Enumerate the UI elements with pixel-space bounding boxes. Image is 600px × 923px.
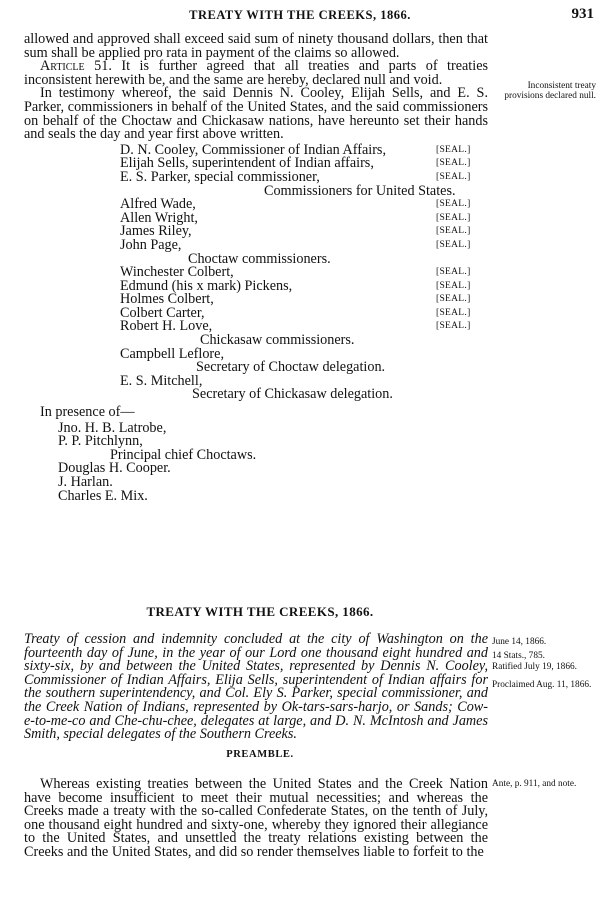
witness-role: Principal chief Choctaws. [110, 446, 257, 463]
signature-line: Colbert Carter, [SEAL.] [120, 304, 471, 321]
page-number: 931 [571, 6, 594, 22]
signature-line: Robert H. Love, [SEAL.] [120, 318, 471, 335]
seal-mark: [SEAL.] [436, 267, 471, 278]
signature-line: Campbell Leflore, [120, 345, 225, 362]
witness-line: Charles E. Mix. [58, 487, 148, 504]
margin-note-date: June 14, 1866. [492, 637, 547, 647]
seal-mark: [SEAL.] [436, 321, 471, 332]
preamble-paragraph: Whereas existing treaties between the United States and the Creek Nation have become insufficient to meet their mutual necessities; and whereas the Creeks made a treaty with the so-called Confederate States, on the tenth of July, one thousand eight hundred and sixty-one, whereby they ignored their allegiance to the United States, and unsettled the treaty relations existing between the Creeks and the United States, and did so render themselves liable to forfeit to the [24, 776, 488, 860]
paragraph-continuation: allowed and approved shall exceed said sum of ninety thousand dollars, then that sum shall be applied pro rata in payment of the claims so allowed. [24, 31, 488, 61]
signatory-role: Secretary of Chickasaw delegation. [192, 386, 393, 403]
signature-line: James Riley, [SEAL.] [120, 223, 471, 240]
seal-mark: [SEAL.] [436, 212, 471, 223]
seal-mark: [SEAL.] [436, 280, 471, 291]
seal-mark: [SEAL.] [436, 226, 471, 237]
signature-line: E. S. Parker, special commissioner, [SEAL.] [120, 168, 471, 185]
seal-mark: [SEAL.] [436, 158, 471, 169]
margin-note-proclaimed: Proclaimed Aug. 11, 1866. [492, 680, 592, 690]
signature-line: Holmes Colbert, [SEAL.] [120, 291, 471, 308]
signature-line: Elijah Sells, superintendent of Indian affairs, [SEAL.] [120, 155, 471, 172]
article-text: It is further agreed that all treaties and parts of treaties inconsistent herewith be, and the same are hereby, declared null and void. [24, 58, 489, 88]
signature-line: Edmund (his x mark) Pickens, [SEAL.] [120, 277, 471, 294]
witness-line: P. P. Pitchlynn, [58, 433, 143, 450]
witness-line: J. Harlan. [58, 474, 113, 490]
signatory-role: Choctaw commissioners. [188, 250, 331, 267]
signature-line: Winchester Colbert, [SEAL.] [120, 264, 471, 281]
treaty-title: TREATY WITH THE CREEKS, 1866. [146, 604, 374, 619]
signature-line: E. S. Mitchell, [120, 372, 203, 389]
witness-line: Douglas H. Cooper. [58, 460, 171, 477]
signature-line: Allen Wright, [SEAL.] [120, 209, 471, 226]
margin-note-ante: Ante, p. 911, and note. [492, 779, 577, 789]
seal-mark: [SEAL.] [436, 199, 471, 210]
signature-line: John Page, [SEAL.] [120, 236, 471, 253]
treaty-intro: Treaty of cession and indemnity concluded at the city of Washington on the fourteenth day of June, in the year of our Lord one thousand eight hundred and sixty-six, by and between the United States, represented by Dennis N. Cooley, Commissioner of Indian Affairs, Elija Sells, superintendent of Indian affairs for the southern superintendency, and Col. Ely S. Parker, special commissioner, and the Creek Nation of Indians, represented by Ok-tars-sars-harjo, or Sands; Cow-e-to-me-co and Che-chu-chee, delegates at large, and D. N. McIntosh and James Smith, special delegates of the Southern Creeks. [24, 631, 488, 743]
article-label: Article 51. [40, 58, 112, 75]
signature-line: Alfred Wade, [SEAL.] [120, 196, 471, 213]
running-title: TREATY WITH THE CREEKS, 1866. [189, 8, 411, 22]
preamble-text [24, 778, 488, 860]
main-text [24, 33, 488, 503]
margin-note-ratified: Ratified July 19, 1866. [492, 662, 577, 672]
preamble-heading: PREAMBLE. [226, 749, 294, 760]
signatory-role: Secretary of Choctaw delegation. [196, 359, 386, 376]
presence-label: In presence of— [40, 404, 135, 421]
article-51 [24, 60, 488, 87]
signatory-role: Commissioners for United States. [264, 182, 456, 199]
seal-mark: [SEAL.] [436, 144, 471, 155]
seal-mark: [SEAL.] [436, 239, 471, 250]
margin-note-stats: 14 Stats., 785. [492, 651, 545, 661]
witness-line: Jno. H. B. Latrobe, [58, 419, 167, 436]
testimony-paragraph: In testimony whereof, the said Dennis N. Cooley, Elijah Sells, and E. S. Parker, commissioners in behalf of the United States, and the said commissioners on behalf of the Choctaw and Chickasaw nations, have hereunto set their hands and seals the day and year first above written. [24, 85, 488, 143]
signature-line: D. N. Cooley, Commissioner of Indian Affairs, [SEAL.] [120, 141, 471, 158]
running-header [0, 6, 600, 28]
seal-mark: [SEAL.] [436, 307, 471, 318]
seal-mark: [SEAL.] [436, 171, 471, 182]
seal-mark: [SEAL.] [436, 294, 471, 305]
margin-note-inconsistent: Inconsistent treaty provisions declared null. [504, 81, 596, 102]
signatory-role: Chickasaw commissioners. [200, 332, 355, 349]
